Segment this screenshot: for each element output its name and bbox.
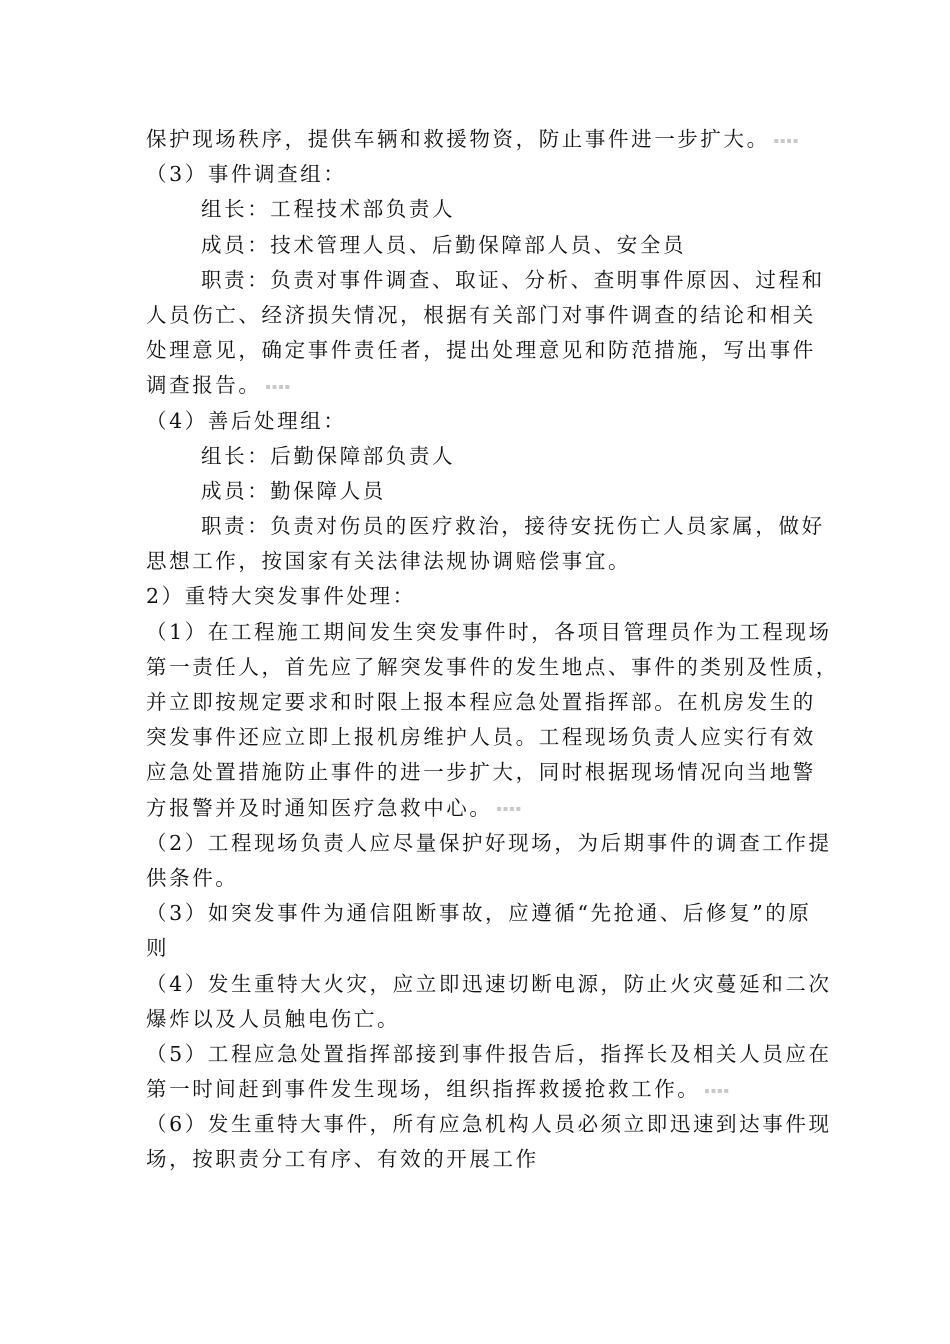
text-line: 第一时间赶到事件发生现场，组织指挥救援抢救工作。	[146, 1077, 701, 1102]
list-item-line: （1）在工程施工期间发生突发事件时，各项目管理员作为工程现场	[146, 619, 832, 644]
list-item-line: 突发事件还应立即上报机房维护人员。工程现场负责人应实行有效	[146, 725, 816, 750]
group-duty: 职责：负责对事件调查、取证、分析、查明事件原因、过程和	[201, 267, 825, 292]
paragraph-line: 人员伤亡、经济损失情况，根据有关部门对事件调查的结论和相关	[146, 302, 816, 327]
list-item-line: 场，按职责分工有序、有效的开展工作	[146, 1147, 539, 1172]
list-item-line: （2）工程现场负责人应尽量保护好现场，为后期事件的调查工作提	[146, 830, 832, 855]
list-item-line: （6）发生重特大事件，所有应急机构人员必须立即迅速到达事件现	[146, 1112, 832, 1137]
list-item-line: 爆炸以及人员触电伤亡。	[146, 1006, 401, 1031]
list-item-line: 第一责任人，首先应了解突发事件的发生地点、事件的类别及性质，	[146, 654, 839, 679]
watermark-mark: ▪▪▪▪	[773, 135, 800, 145]
list-item-line: 供条件。	[146, 865, 239, 890]
text-line: 调查报告。	[146, 373, 262, 398]
list-item-line: （3）如突发事件为通信阻断事故，应遵循“先抢通、后修复”的原	[146, 901, 812, 926]
group-leader: 组长：工程技术部负责人	[201, 197, 456, 222]
group-members: 成员：勤保障人员	[201, 478, 386, 503]
list-item-line: （4）发生重特大火灾，应立即迅速切断电源，防止火灾蔓延和二次	[146, 971, 832, 996]
list-item-line: （5）工程应急处置指挥部接到事件报告后，指挥长及相关人员应在	[146, 1041, 832, 1066]
group-title: （3）事件调查组：	[146, 162, 347, 187]
watermark-mark: ▪▪▪▪	[496, 804, 523, 814]
paragraph-line	[146, 368, 826, 403]
paragraph-line: 思想工作，按国家有关法律法规协调赔偿事宜。	[146, 549, 632, 574]
watermark-mark: ▪▪▪▪	[704, 1085, 731, 1095]
text-line: 保护现场秩序，提供车辆和救援物资，防止事件进一步扩大。	[146, 127, 770, 151]
list-item-line	[146, 1072, 826, 1107]
group-members: 成员：技术管理人员、后勤保障部人员、安全员	[201, 232, 687, 257]
list-item-line	[146, 791, 826, 826]
paragraph-line: 处理意见，确定事件责任者，提出处理意见和防范措施，写出事件	[146, 338, 816, 363]
text-line: 方报警并及时通知医疗急救中心。	[146, 795, 493, 820]
document-body	[146, 122, 839, 1178]
list-item-line: 并立即按规定要求和时限上报本程应急处置指挥部。在机房发生的	[146, 690, 816, 714]
list-item-line: 则	[146, 936, 170, 961]
watermark-mark: ▪▪▪▪	[265, 382, 292, 392]
paragraph-line	[146, 122, 826, 157]
group-duty: 职责：负责对伤员的医疗救治，接待安抚伤亡人员家属，做好	[201, 514, 825, 539]
group-leader: 组长：后勤保障部负责人	[201, 443, 456, 468]
list-item-line: 应急处置措施防止事件的进一步扩大，同时根据现场情况向当地警	[146, 760, 816, 785]
group-title: （4）善后处理组：	[146, 408, 347, 433]
section-title: 2）重特大突发事件处理：	[146, 584, 416, 609]
